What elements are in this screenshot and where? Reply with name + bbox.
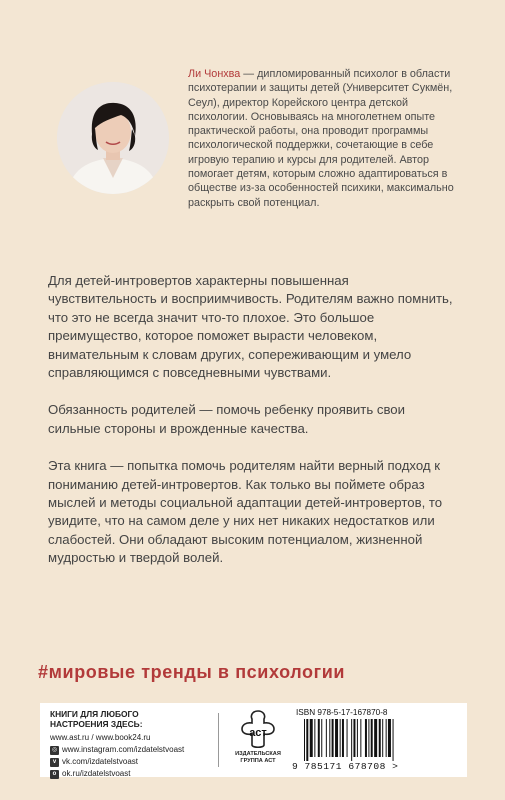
barcode-stripe [388, 719, 391, 757]
instagram-link-text: www.instagram.com/izdatelstvoast [62, 745, 185, 754]
author-name: Ли Чонхва [188, 68, 241, 80]
promo-title [50, 709, 220, 729]
promo-title-line: КНИГИ ДЛЯ ЛЮБОГО [50, 709, 139, 719]
barcode-stripe [371, 719, 373, 757]
author-bio [188, 67, 468, 210]
ok-link[interactable] [50, 768, 220, 780]
barcode-stripe [365, 719, 367, 757]
barcode-stripe [326, 719, 327, 757]
promo-title-line: НАСТРОЕНИЯ ЗДЕСЬ: [50, 719, 143, 729]
barcode-stripe [393, 719, 394, 761]
description-paragraph: Эта книга — попытка помочь родителям найти верный подход к пониманию детей-интровертов. Как только вы поймете образ мыслей и методы социальной адаптации детей-интровертов, то увидите, что на самом деле у них нет никаких недостатков или слабостей. Они обладают высоким потенциалом, жизненной мудростью и твердой волей. [48, 458, 443, 566]
vk-link[interactable] [50, 756, 220, 768]
barcode-stripe [360, 719, 361, 757]
barcode-stripe [329, 719, 330, 757]
ast-logo-icon [239, 709, 277, 749]
barcode-stripe [351, 719, 352, 761]
instagram-icon: ◎ [51, 746, 58, 753]
barcode-stripe [347, 719, 348, 757]
barcode-stripe [332, 719, 334, 757]
publisher-name-line: ИЗДАТЕЛЬСКАЯ [235, 751, 281, 757]
ok-link-text: ok.ru/izdatelstvoast [62, 769, 131, 778]
barcode-stripe [314, 719, 315, 757]
barcode-stripe [318, 719, 320, 757]
barcode-stripe [353, 719, 355, 757]
barcode-stripe [310, 719, 313, 757]
isbn-label: ISBN 978-5-17-167870-8 [296, 708, 388, 717]
barcode [296, 719, 426, 761]
barcode-stripe [379, 719, 381, 757]
barcode-stripe [382, 719, 383, 757]
promo-block [50, 709, 220, 780]
barcode-stripe [340, 719, 341, 757]
barcode-stripe [304, 719, 305, 761]
website-links[interactable] [50, 732, 220, 744]
publisher-info-panel [40, 703, 467, 777]
ast-logo-text: аст [249, 727, 267, 739]
series-hashtag: #мировые тренды в психологии [38, 662, 346, 682]
website-links-text: www.ast.ru / www.book24.ru [50, 733, 151, 742]
barcode-stripe [368, 719, 369, 757]
vk-link-text: vk.com/izdatelstvoast [62, 757, 139, 766]
vk-icon: v [50, 758, 59, 767]
description-paragraph: Обязанность родителей — помочь ребенку проявить свои сильные стороны и врожденные качества. [48, 402, 406, 436]
barcode-stripe [386, 719, 387, 757]
divider [218, 713, 219, 767]
ok-icon: o [50, 770, 59, 779]
publisher-block [228, 709, 288, 765]
barcode-stripe [374, 719, 377, 757]
author-photo [57, 82, 169, 194]
description-paragraph: Для детей-интровертов характерны повышенная чувствительность и восприимчивость. Родителям важно помнить, что это не всегда значит что-то плохое. Это большое преимущество, которое поможет вырасти человеком, внимательным к словам других, сопереживающим и умело справляющимся с повседневными чувствами. [48, 273, 453, 381]
instagram-link[interactable] [50, 744, 220, 756]
barcode-stripe [321, 719, 322, 757]
barcode-stripe [342, 719, 344, 757]
barcode-stripe [357, 719, 358, 757]
barcode-stripe [306, 719, 308, 761]
book-description [48, 272, 460, 587]
author-portrait-image [57, 82, 169, 194]
barcode-digits: 9 785171 678708 > [292, 761, 399, 772]
publisher-name [228, 751, 288, 765]
barcode-stripe [335, 719, 338, 757]
author-bio-text: — дипломированный психолог в области психотерапии и защиты детей (Университет Сукмён, Сеул), директор Корейского центра детской психологии. Основываясь на многолетнем опыте практической работы, она проводит программы психологической поддержки, сочетающие в себе игровую терапию и курсы для родителей. Автор помогает детям, которым сложно адаптироваться в обществе из-за особенностей психики, максимально раскрыть свой потенциал. [188, 68, 454, 209]
publisher-name-line: ГРУППА АСТ [240, 758, 276, 764]
